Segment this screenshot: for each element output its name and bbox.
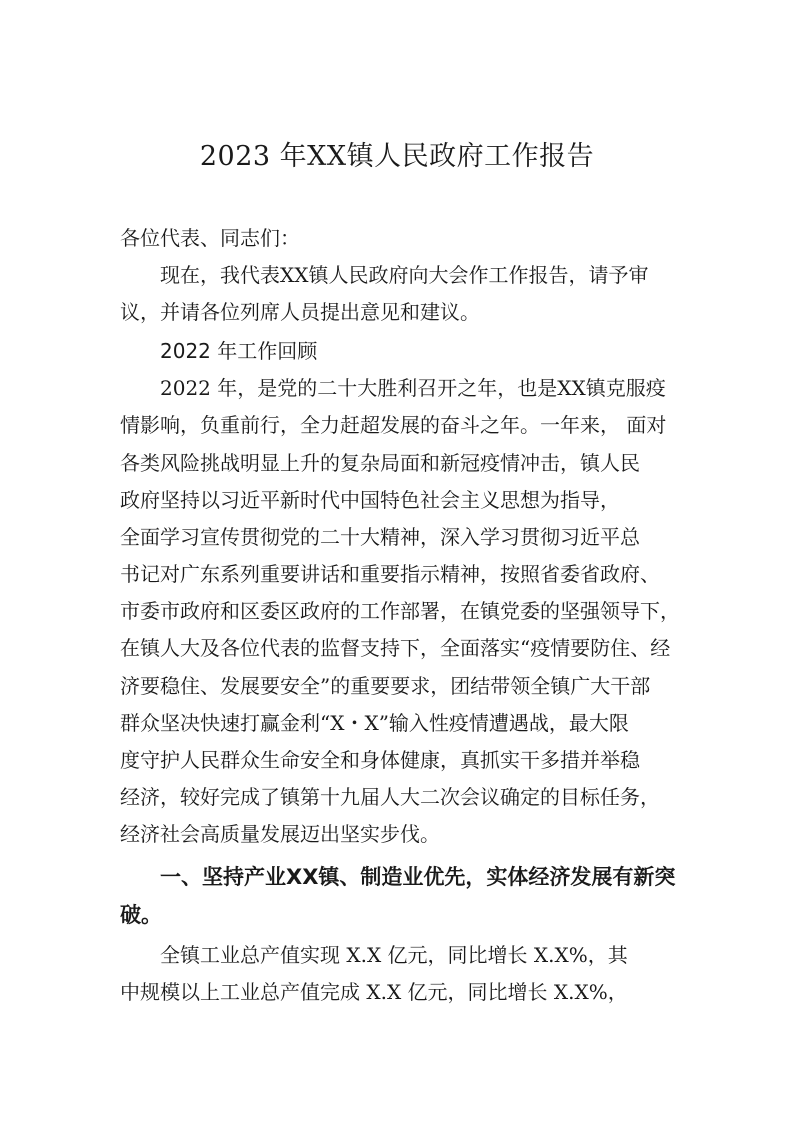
salutation: 各位代表、同志们： bbox=[120, 226, 300, 250]
intro-line-2: 议，并请各位列席人员提出意见和建议。 bbox=[120, 300, 480, 324]
review-line: 度守护人民群众生命安全和身体健康，真抓实干多措并举稳 bbox=[120, 748, 640, 772]
review-line: 市委市政府和区委区政府的工作部署，在镇党委的坚强领导下， bbox=[120, 599, 680, 623]
review-line: 2022 年，是党的二十大胜利召开之年，也是XX镇克服疫 bbox=[160, 376, 666, 400]
review-line: 情影响，负重前行，全力赶超发展的奋斗之年。一年来， 面对 bbox=[120, 413, 667, 437]
subheading-line-2: 破。 bbox=[120, 903, 162, 927]
subheading-line-1: 一、坚持产业XX镇、制造业优先，实体经济发展有新突 bbox=[160, 865, 676, 889]
body-line: 全镇工业总产值实现 X.X 亿元，同比增长 X.X%，其 bbox=[160, 943, 628, 967]
intro-line-1: 现在，我代表XX镇人民政府向大会作工作报告，请予审 bbox=[160, 263, 649, 287]
review-line: 济要稳住、发展要安全”的重要要求，团结带领全镇广大干部 bbox=[120, 674, 651, 698]
review-line: 群众坚决快速打赢金利“X・X”输入性疫情遭遇战，最大限 bbox=[120, 711, 629, 735]
review-line: 书记对广东系列重要讲话和重要指示精神，按照省委省政府、 bbox=[120, 562, 660, 586]
review-line: 在镇人大及各位代表的监督支持下，全面落实“疫情要防住、经 bbox=[120, 636, 671, 660]
body-line: 中规模以上工业总产值完成 X.X 亿元，同比增长 X.X%， bbox=[120, 980, 628, 1004]
review-line: 经济，较好完成了镇第十九届人大二次会议确定的目标任务， bbox=[120, 785, 660, 809]
review-line: 各类风险挑战明显上升的复杂局面和新冠疫情冲击，镇人民 bbox=[120, 451, 640, 475]
document-title: 2023 年XX镇人民政府工作报告 bbox=[199, 141, 595, 172]
review-line: 全面学习宣传贯彻党的二十大精神，深入学习贯彻习近平总 bbox=[120, 525, 640, 549]
review-line: 政府坚持以习近平新时代中国特色社会主义思想为指导， bbox=[120, 488, 620, 512]
review-line: 经济社会高质量发展迈出坚实步伐。 bbox=[120, 822, 440, 846]
section-heading: 2022 年工作回顾 bbox=[160, 339, 318, 363]
